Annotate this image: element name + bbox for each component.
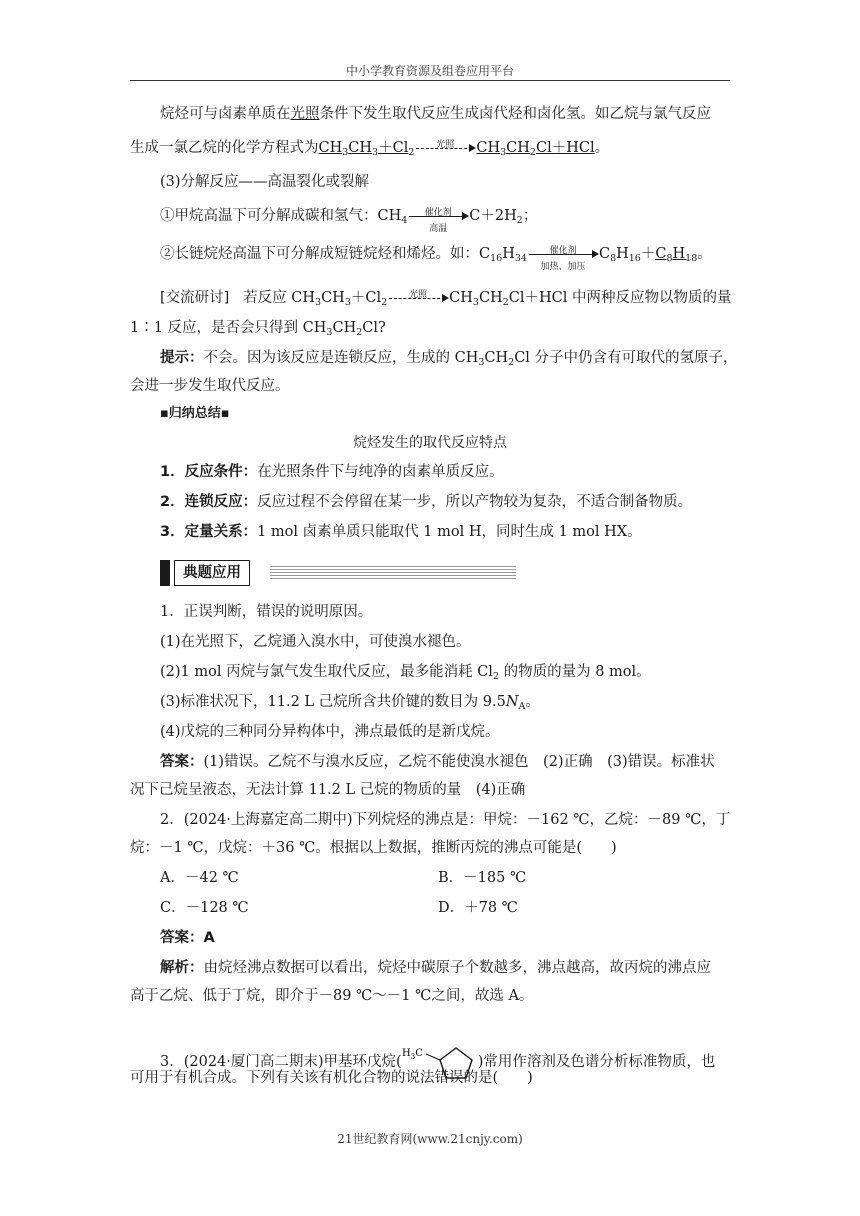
summary-point-1: 1．反应条件：在光照条件下与纯净的卤素单质反应。 xyxy=(160,464,504,480)
discuss-line2: 1∶1 反应，是否会只得到 $CH_3CH_2Cl$? xyxy=(130,320,386,338)
summary-point-2: 2．连锁反应：反应过程不会停留在某一步，所以产物较为复杂，不适合制备物质。 xyxy=(160,494,693,510)
reaction-arrow-catalyst: 催化剂 高温 xyxy=(407,206,469,226)
decomp-item1: ①甲烷高温下可分解成碳和氢气：$CH_4$ 催化剂 高温 $C+2H_2$； xyxy=(160,208,538,234)
page-footer: 21世纪教育网(www.21cnjy.com) xyxy=(337,1132,523,1146)
discuss-tag: [交流研讨] xyxy=(160,290,230,306)
q2-explanation-line2: 高于乙烷、低于丁烷，即介于－89 ℃～－1 ℃之间，故选 A。 xyxy=(130,988,534,1004)
q1-statement-2: (2)1 mol 丙烷与氯气发生取代反应，最多能消耗 $Cl_2$ 的物质的量为 8 mol。 xyxy=(160,664,651,682)
q2-option-b: B．－185 ℃ xyxy=(438,870,527,886)
q1-statement-1: (1)在光照下，乙烷通入溴水中，可使溴水褪色。 xyxy=(160,634,471,650)
q1-statement-3: (3)标准状况下，11.2 L 己烷所含共价键的数目为 $9.5N_A$。 xyxy=(160,694,540,712)
q1-statement-4: (4)戊烷的三种同分异构体中，沸点最低的是新戊烷。 xyxy=(160,724,500,740)
q2-option-c: C．－128 ℃ xyxy=(160,900,249,916)
section-header-typical-problems xyxy=(160,560,516,586)
underlined-octane: $C_8H_{18}$ xyxy=(655,246,698,264)
section-title: 典题应用 xyxy=(174,560,250,586)
equation-products: $CH_3CH_2Cl+HCl$ xyxy=(476,140,595,158)
q2-explanation-line1: 解析：由烷烃沸点数据可以看出，烷烃中碳原子个数越多，沸点越高，故丙烷的沸点应 xyxy=(160,960,711,976)
q2-stem-line2: 烷：－1 ℃，戊烷：＋36 ℃。根据以上数据，推断丙烷的沸点可能是( ) xyxy=(130,840,617,856)
q3-stem-line1: 3．(2024·厦门高二期末)甲基环戊烷( $H_3C$ )常用作溶剂及色谱分析标准物质，也 xyxy=(160,1038,715,1086)
decomp-title: (3)分解反应——高温裂化或裂解 xyxy=(160,174,370,190)
hint-line2: 会进一步发生取代反应。 xyxy=(130,378,290,394)
q2-option-a: A．－42 ℃ xyxy=(160,870,239,886)
summary-title: 烷烃发生的取代反应特点 xyxy=(353,435,507,451)
svg-text:H3C: $H_3C$ xyxy=(401,1048,423,1061)
discuss-line1: [交流研讨] 若反应 $CH_3CH_3+Cl_2$ 光照 $CH_3CH_2Cl+HCl$ 中两种反应物以物质的量 xyxy=(160,290,732,308)
equation-ethane-chlorination: $CH_3CH_3+Cl_2$ xyxy=(318,140,415,158)
q1-answer-line2: 况下己烷呈液态，无法计算 11.2 L 己烷的物质的量 (4)正确 xyxy=(130,782,526,798)
q1-answer-line1: 答案：(1)错误。乙烷不与溴水反应，乙烷不能使溴水褪色 (2)正确 (3)错误。标准状 xyxy=(160,754,715,770)
para1-line2: 生成一氯乙烷的化学方程式为$CH_3CH_3+Cl_2$ 光照 $CH_3CH_2Cl+HCl$。 xyxy=(130,140,610,158)
decomp-item2: ②长链烷烃高温下可分解成短链烷烃和烯烃。如：$C_{16}H_{34}$ 催化剂 加热、加压 $C_8H_{16}+C_8H_{18}$。 xyxy=(160,246,712,272)
q2-option-d: D．＋78 ℃ xyxy=(438,900,518,916)
summary-point-3: 3．定量关系：1 mol 卤素单质只能取代 1 mol H，同时生成 1 mol HX。 xyxy=(160,524,642,540)
hint-line1: 提示：不会。因为该反应是连锁反应，生成的 $CH_3CH_2Cl$ 分子中仍含有可取代的氢原子， xyxy=(160,350,738,368)
header-rule xyxy=(130,80,730,81)
q2-stem-line1: 2．(2024·上海嘉定高二期中)下列烷烃的沸点是：甲烷：－162 ℃，乙烷：－89 ℃，丁 xyxy=(160,812,731,828)
para1-text-a: 烷烃可与卤素单质在 xyxy=(160,106,291,122)
q1-stem: 1．正误判断，错误的说明原因。 xyxy=(160,604,373,620)
page-header: 中小学教育资源及组卷应用平台 xyxy=(345,64,514,78)
para1-underlined-light: 光照 xyxy=(290,106,320,122)
para1-text-b: 条件下发生取代反应生成卤代烃和卤化氢。如乙烷与氯气反应 xyxy=(319,106,711,122)
para1-line1 xyxy=(160,104,711,124)
q3-stem-line2: 可用于有机合成。下列有关该有机化合物的说法错误的是( ) xyxy=(130,1070,533,1086)
q2-answer: 答案：A xyxy=(160,930,215,946)
reaction-arrow-light-2: 光照 xyxy=(387,288,449,308)
reaction-arrow-cracking: 催化剂 加热、加压 xyxy=(527,244,599,264)
reaction-arrow-light: 光照 xyxy=(414,138,476,158)
summary-tag: ▪归纳总结▪ xyxy=(160,406,230,421)
hint-label: 提示： xyxy=(160,350,204,366)
para1-text-c: 生成一氯乙烷的化学方程式为 xyxy=(130,140,319,156)
